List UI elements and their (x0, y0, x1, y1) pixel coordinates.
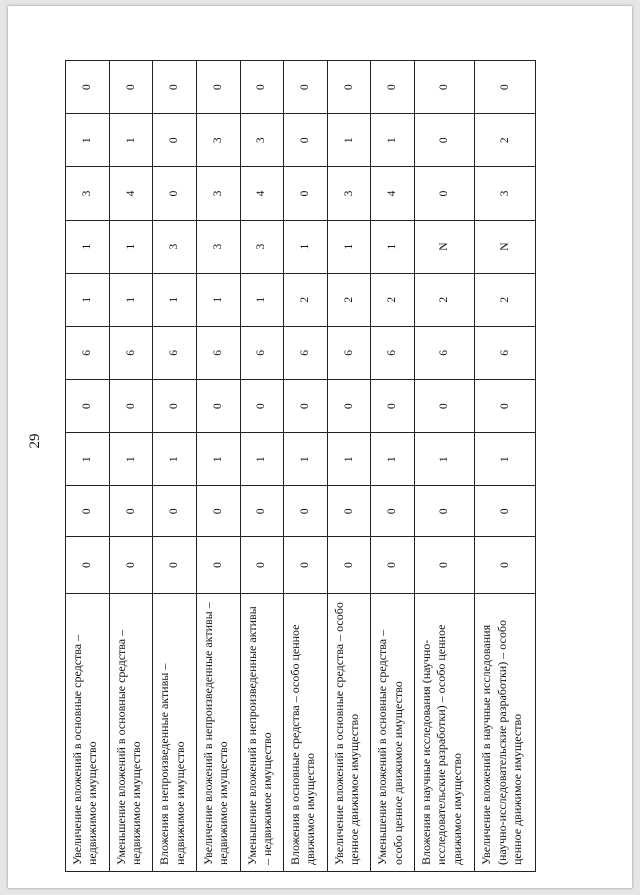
row-label: Вложения в основные средства – особо ценное движимое имущество (284, 593, 328, 871)
code-cell: 1 (371, 114, 415, 167)
code-cell: 2 (475, 273, 536, 326)
table-row (415, 61, 475, 872)
table-row (109, 61, 153, 872)
code-cell: 1 (284, 220, 328, 273)
code-cell: 6 (153, 326, 197, 379)
row-label: Уменьшение вложений в основные средства – недвижимое имущество (109, 593, 153, 871)
code-cell: 0 (240, 61, 284, 114)
table-row (327, 61, 371, 872)
code-cell: 4 (109, 167, 153, 220)
code-cell: 0 (371, 537, 415, 594)
row-label: Уменьшение вложений в непроизведенные активы – недвижимое имущество (240, 593, 284, 871)
code-cell: 1 (196, 433, 240, 486)
row-label: Увеличение вложений в основные средства – особо ценное движимое имущество (327, 593, 371, 871)
code-cell: 0 (196, 61, 240, 114)
code-cell: 4 (371, 167, 415, 220)
code-cell: 0 (66, 486, 110, 537)
code-cell: 1 (196, 273, 240, 326)
code-cell: 1 (109, 114, 153, 167)
code-cell: 0 (415, 486, 475, 537)
code-cell: 0 (153, 537, 197, 594)
code-cell: 4 (240, 167, 284, 220)
code-cell: 6 (415, 326, 475, 379)
code-cell: 1 (327, 220, 371, 273)
code-cell: 0 (196, 537, 240, 594)
code-cell: 3 (196, 167, 240, 220)
code-cell: 6 (371, 326, 415, 379)
row-label: Увеличение вложений в непроизведенные активы – недвижимое имущество (196, 593, 240, 871)
row-label: Увеличение вложений в научные исследования (научно-исследовательские разработки) – особо ценное движимое имущество (475, 593, 536, 871)
code-cell: 0 (327, 61, 371, 114)
table-row (284, 61, 328, 872)
rotated-table-container (65, 60, 536, 872)
table-row (153, 61, 197, 872)
code-cell: 2 (327, 273, 371, 326)
code-cell: 2 (284, 273, 328, 326)
code-cell: 0 (284, 380, 328, 433)
code-cell: 6 (109, 326, 153, 379)
code-cell: 0 (415, 114, 475, 167)
code-cell: 1 (153, 433, 197, 486)
code-cell: 1 (153, 273, 197, 326)
code-cell: 0 (109, 486, 153, 537)
code-cell: 0 (153, 380, 197, 433)
code-cell: 0 (153, 114, 197, 167)
code-cell: 0 (475, 380, 536, 433)
code-cell: 3 (327, 167, 371, 220)
code-cell: 0 (415, 167, 475, 220)
row-label: Вложения в непроизведенные активы – недвижимое имущество (153, 593, 197, 871)
code-cell: 1 (415, 433, 475, 486)
code-cell: 0 (327, 380, 371, 433)
code-cell: 0 (153, 61, 197, 114)
code-cell: 3 (240, 220, 284, 273)
code-cell: 0 (371, 486, 415, 537)
code-cell: 1 (109, 220, 153, 273)
code-cell: 0 (284, 486, 328, 537)
code-cell: 2 (475, 114, 536, 167)
code-cell: 3 (240, 114, 284, 167)
code-cell: 0 (109, 380, 153, 433)
row-label: Увеличение вложений в основные средства – недвижимое имущество (66, 593, 110, 871)
document-page (8, 6, 632, 888)
code-cell: N (475, 220, 536, 273)
code-cell: 1 (66, 114, 110, 167)
code-cell: 1 (240, 273, 284, 326)
code-cell: 0 (109, 537, 153, 594)
code-cell: 0 (153, 167, 197, 220)
code-cell: 6 (196, 326, 240, 379)
code-cell: 0 (153, 486, 197, 537)
table-row (475, 61, 536, 872)
row-label: Вложения в научные исследования (научно-исследовательские разработки) – особо ценное движимое имущество (415, 593, 475, 871)
page-number: 29 (27, 433, 43, 449)
table-row (196, 61, 240, 872)
code-cell: 0 (371, 380, 415, 433)
code-cell: 0 (66, 537, 110, 594)
code-cell: 1 (371, 433, 415, 486)
code-cell: 0 (475, 486, 536, 537)
code-cell: 0 (196, 486, 240, 537)
code-cell: 0 (284, 537, 328, 594)
code-cell: 6 (240, 326, 284, 379)
row-label: Уменьшение вложений в основные средства – особо ценное движимое имущество (371, 593, 415, 871)
code-cell: 0 (327, 537, 371, 594)
code-cell: 1 (240, 433, 284, 486)
code-cell: 1 (327, 114, 371, 167)
table-row (371, 61, 415, 872)
account-codes-table (65, 60, 536, 872)
code-cell: 3 (196, 220, 240, 273)
code-cell: 2 (415, 273, 475, 326)
code-cell: 0 (284, 61, 328, 114)
code-cell: 0 (240, 537, 284, 594)
code-cell: 0 (66, 380, 110, 433)
code-cell: 0 (284, 114, 328, 167)
code-cell: 1 (66, 273, 110, 326)
code-cell: 0 (475, 537, 536, 594)
code-cell: 3 (66, 167, 110, 220)
code-cell: 0 (284, 167, 328, 220)
code-cell: 0 (415, 380, 475, 433)
code-cell: 0 (240, 486, 284, 537)
table-row (240, 61, 284, 872)
code-cell: 0 (327, 486, 371, 537)
code-cell: 1 (66, 433, 110, 486)
code-cell: 0 (240, 380, 284, 433)
code-cell: 1 (327, 433, 371, 486)
code-cell: 6 (66, 326, 110, 379)
code-cell: 6 (475, 326, 536, 379)
code-cell: 0 (415, 61, 475, 114)
code-cell: 2 (371, 273, 415, 326)
code-cell: 3 (196, 114, 240, 167)
code-cell: 6 (284, 326, 328, 379)
code-cell: 0 (109, 61, 153, 114)
code-cell: 0 (196, 380, 240, 433)
code-cell: 0 (66, 61, 110, 114)
code-cell: 1 (284, 433, 328, 486)
table-row (66, 61, 110, 872)
code-cell: 3 (153, 220, 197, 273)
code-cell: 1 (109, 433, 153, 486)
code-cell: 1 (475, 433, 536, 486)
code-cell: 0 (475, 61, 536, 114)
code-cell: 0 (415, 537, 475, 594)
code-cell: N (415, 220, 475, 273)
code-cell: 0 (371, 61, 415, 114)
code-cell: 6 (327, 326, 371, 379)
code-cell: 1 (371, 220, 415, 273)
code-cell: 1 (66, 220, 110, 273)
code-cell: 1 (109, 273, 153, 326)
code-cell: 3 (475, 167, 536, 220)
